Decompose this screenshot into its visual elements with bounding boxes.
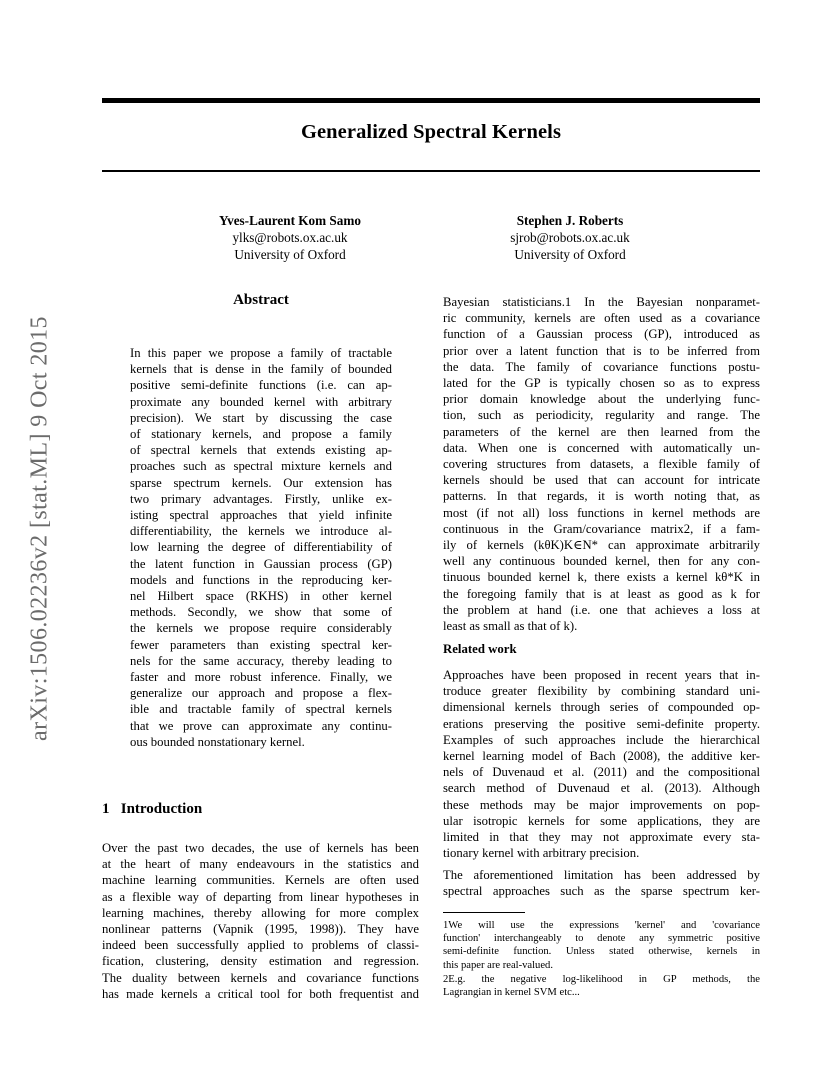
intro-line: as a flexible way of departing from linear hypotheses in bbox=[102, 889, 419, 904]
body-line: data. When one is concerned with automatically un- bbox=[443, 440, 760, 455]
intro-line: has made kernels a critical tool for both frequentist and bbox=[102, 986, 419, 1001]
body-line: The aforementioned limitation has been addressed by bbox=[443, 868, 760, 882]
footnote-line: 2E.g. the negative log-likelihood in GP methods, the bbox=[443, 974, 760, 985]
body-line: ular isotropic kernels for some applications, they are bbox=[443, 813, 760, 828]
intro-body bbox=[102, 840, 419, 1002]
body-line: the problem at hand (i.e. one that achieves a loss at bbox=[443, 602, 760, 617]
abstract-line: positive semi-definite functions (i.e. can ap- bbox=[130, 378, 392, 393]
body-line: tinuous bounded kernel k, there exists a kernel kθ*K in bbox=[443, 570, 760, 585]
body-line: kernels should be used that can account for intricate bbox=[443, 473, 760, 488]
body-line: function of a Gaussian process (GP), introduced as bbox=[443, 327, 760, 342]
abstract-line: fewer parameters than existing spectral ker- bbox=[130, 637, 392, 652]
footnote-line: semi-definite function. Unless stated otherwise, kernels in bbox=[443, 946, 760, 958]
section-number: 1 bbox=[102, 801, 110, 817]
author-name: Yves-Laurent Kom Samo bbox=[219, 213, 361, 228]
body-line: parameters of the kernel are then learned from the bbox=[443, 424, 760, 439]
body-line: these methods may be major improvements on pop- bbox=[443, 797, 760, 812]
body-line: most (if not all) loss functions in kernel methods are bbox=[443, 505, 760, 520]
abstract-line: faster and more robust inference. Finally, we bbox=[130, 670, 392, 685]
abstract-line: nel Hilbert space (RKHS) in other kernel bbox=[130, 589, 392, 604]
intro-line: at the heart of many endeavours in the statistics and bbox=[102, 857, 419, 872]
right-column-body bbox=[443, 294, 760, 634]
body-line: ily of kernels (kθK)K∈N* can approximate arbitrarily bbox=[443, 538, 760, 553]
author-block-1 bbox=[180, 212, 400, 263]
abstract-line: isting spectral approaches that yield infinite bbox=[130, 508, 392, 523]
related-work-heading: Related work bbox=[443, 642, 517, 656]
footnote-rule bbox=[443, 912, 525, 913]
related-work-body bbox=[443, 667, 760, 861]
intro-line: fication, clustering, density estimation and regression. bbox=[102, 954, 419, 969]
intro-line: Over the past two decades, the use of kernels has been bbox=[102, 841, 419, 855]
body-line: Examples of such approaches include the hierarchical bbox=[443, 732, 760, 747]
abstract-line: differentiability, the kernels we introduce al- bbox=[130, 524, 392, 539]
author-name: Stephen J. Roberts bbox=[516, 213, 624, 228]
abstract-line: the latent function in Gaussian process (GP) bbox=[130, 556, 392, 571]
intro-line: machine learning communities. Kernels are often used bbox=[102, 873, 419, 888]
body-line: continuous in the Gram/covariance matrix2, if a fam- bbox=[443, 521, 760, 536]
abstract-line: ous bounded nonstationary kernel. bbox=[130, 734, 305, 749]
arxiv-identifier: arXiv:1506.02236v2 [stat.ML] 9 Oct 2015 bbox=[26, 316, 53, 741]
abstract-line: sparse spectrum kernels. Our extension has bbox=[130, 475, 392, 490]
body-line: prior domain knowledge about the underlying func- bbox=[443, 392, 760, 407]
limitation-paragraph bbox=[443, 867, 760, 899]
abstract-line: In this paper we propose a family of tractable bbox=[130, 346, 392, 360]
abstract-line: nels for the same accuracy, thereby leading to bbox=[130, 653, 392, 668]
intro-heading bbox=[102, 801, 202, 818]
author-email: ylks@robots.ox.ac.uk bbox=[232, 230, 348, 245]
body-line: limited in that they may not approximate every sta- bbox=[443, 830, 760, 845]
footnote-2 bbox=[443, 973, 760, 999]
intro-line: nonlinear patterns (Vapnik (1995, 1998)). They have bbox=[102, 922, 419, 937]
body-line: covering structures from datasets, a flexible family of bbox=[443, 457, 760, 472]
body-line: Approaches have been proposed in recent years that in- bbox=[443, 668, 760, 682]
abstract-body bbox=[130, 345, 392, 750]
top-rule bbox=[102, 98, 760, 103]
title-rule bbox=[102, 170, 760, 172]
author-affiliation: University of Oxford bbox=[514, 247, 626, 262]
abstract-line: ible and tractable family of spectral kernels bbox=[130, 702, 392, 717]
body-line: well any continuous bounded kernel, then for any con- bbox=[443, 554, 760, 569]
body-line: tion, such as periodicity, regularity and range. The bbox=[443, 408, 760, 423]
abstract-line: methods. Secondly, we show that some of bbox=[130, 605, 392, 620]
abstract-line: the kernels we propose require considerably bbox=[130, 621, 392, 636]
abstract-line: of spectral kernels that extends existing ap- bbox=[130, 443, 392, 458]
abstract-line: proximate any bounded kernel with arbitrary bbox=[130, 394, 392, 409]
footnote-line: Lagrangian in kernel SVM etc... bbox=[443, 987, 580, 999]
footnote-line: function' interchangeably to denote any symmetric positive bbox=[443, 933, 760, 945]
body-line: ric community, kernels are often used as a covariance bbox=[443, 311, 760, 326]
intro-line: The duality between kernels and covariance functions bbox=[102, 970, 419, 985]
body-line: lated for the GP is typically chosen so as to express bbox=[443, 376, 760, 391]
body-line: the foregoing family that is at least as good as k for bbox=[443, 586, 760, 601]
body-line: troduce greater flexibility by combining standard uni- bbox=[443, 684, 760, 699]
body-line: search method of Duvenaud et al. (2013). Although bbox=[443, 781, 760, 796]
abstract-line: proaches such as spectral mixture kernels and bbox=[130, 459, 392, 474]
body-line: nels of Duvenaud et al. (2011) and the compositional bbox=[443, 765, 760, 780]
paper-title: Generalized Spectral Kernels bbox=[300, 121, 562, 143]
author-email: sjrob@robots.ox.ac.uk bbox=[510, 230, 630, 245]
intro-line: learning machines, thereby allowing for more complex bbox=[102, 905, 419, 920]
body-line: dimensional kernels through series of compounded op- bbox=[443, 700, 760, 715]
body-line: patterns. In that regards, it is worth noting that, as bbox=[443, 489, 760, 504]
body-line: least as small as that of k). bbox=[443, 619, 578, 634]
body-line: Bayesian statisticians.1 In the Bayesian nonparamet- bbox=[443, 295, 760, 309]
abstract-line: low learning the degree of differentiability of bbox=[130, 540, 392, 555]
body-line: the data. The family of covariance functions postu- bbox=[443, 359, 760, 374]
body-line: kernel learning model of Bach (2008), the additive ker- bbox=[443, 749, 760, 764]
abstract-line: models and functions in the reproducing ker- bbox=[130, 572, 392, 587]
author-affiliation: University of Oxford bbox=[234, 247, 346, 262]
footnote-line: 1We will use the expressions 'kernel' and 'covariance bbox=[443, 920, 760, 931]
abstract-line: that we prove can approximate any continu- bbox=[130, 718, 392, 733]
abstract-line: generalize our approach and propose a flex- bbox=[130, 686, 392, 701]
section-title: Introduction bbox=[120, 801, 203, 817]
body-line: erations preserving the positive semi-definite property. bbox=[443, 716, 760, 731]
abstract-line: precision). We start by discussing the case bbox=[130, 410, 392, 425]
abstract-heading: Abstract bbox=[233, 292, 289, 308]
abstract-line: kernels that is dense in the family of bounded bbox=[130, 362, 392, 377]
body-line: tionary kernel with arbitrary precision. bbox=[443, 846, 640, 861]
abstract-line: of stationary kernels, and propose a family bbox=[130, 427, 392, 442]
abstract-line: two primary advantages. Firstly, unlike ex- bbox=[130, 491, 392, 506]
footnote-line: this paper are real-valued. bbox=[443, 959, 553, 971]
author-block-2 bbox=[460, 212, 680, 263]
body-line: spectral approaches such as the sparse spectrum ker- bbox=[443, 884, 760, 899]
footnote-1 bbox=[443, 919, 760, 972]
intro-line: indeed been successfully applied to problems of classi- bbox=[102, 938, 419, 953]
body-line: prior over a latent function that is to be inferred from bbox=[443, 343, 760, 358]
